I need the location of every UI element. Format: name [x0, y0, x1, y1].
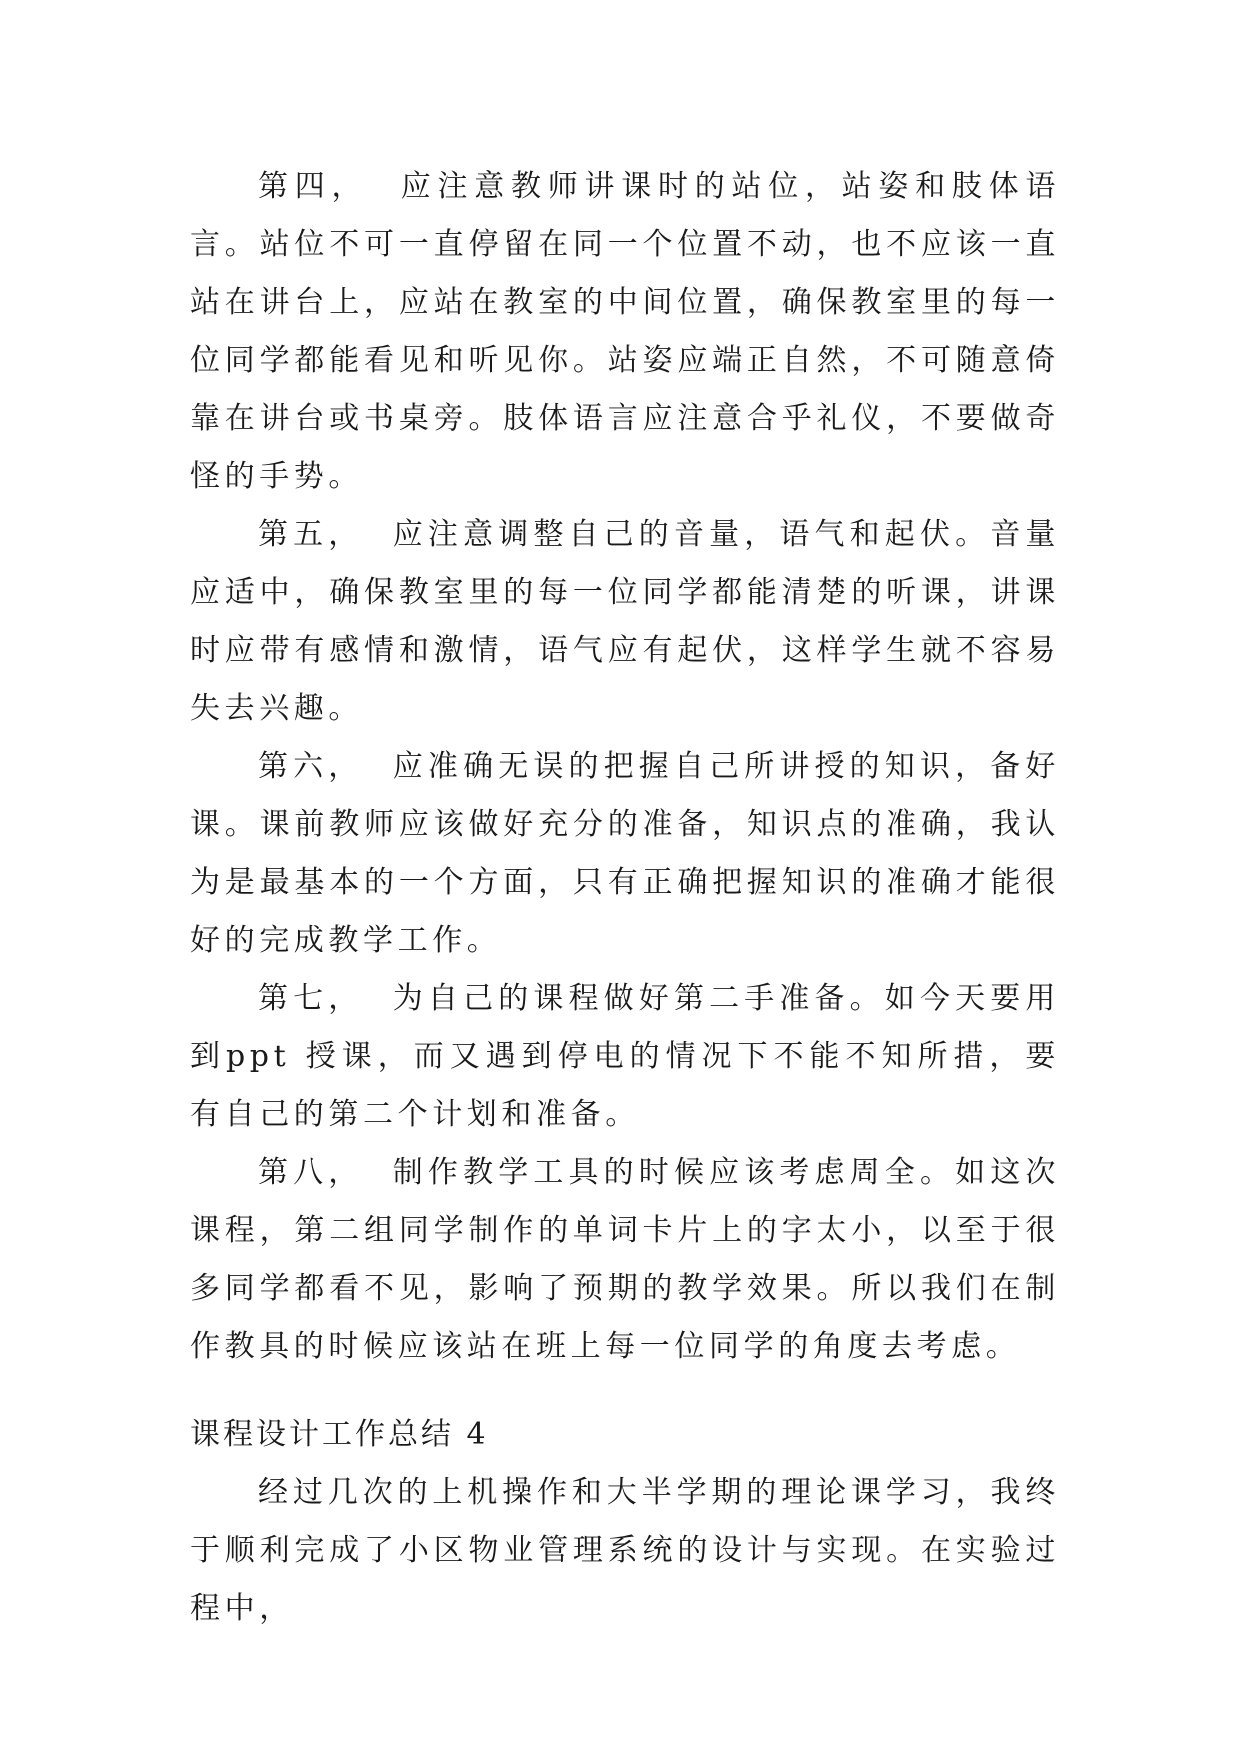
section-title: 课程设计工作总结 4	[190, 1417, 489, 1452]
paragraph-point-eight: 第八， 制作教学工具的时候应该考虑周全。如这次课程，第二组同学制作的单词卡片上的字太小，以至于很多同学都看不见，影响了预期的教学效果。所以我们在制作教具的时候应该站在班上每一位同学的角度去考虑。	[190, 1155, 1060, 1364]
paragraph-point-six: 第六， 应准确无误的把握自己所讲授的知识，备好课。课前教师应该做好充分的准备，知识点的准确，我认为是最基本的一个方面，只有正确把握知识的准确才能很好的完成教学工作。	[190, 749, 1060, 958]
section-paragraph: 经过几次的上机操作和大半学期的理论课学习，我终于顺利完成了小区物业管理系统的设计与实现。在实验过程中，	[190, 1475, 1060, 1626]
paragraph-point-five: 第五， 应注意调整自己的音量，语气和起伏。音量应适中，确保教室里的每一位同学都能清楚的听课，讲课时应带有感情和激情，语气应有起伏，这样学生就不容易失去兴趣。	[190, 517, 1060, 726]
document-body	[190, 158, 1060, 1638]
paragraph-point-seven: 第七， 为自己的课程做好第二手准备。如今天要用到ppt 授课，而又遇到停电的情况下不能不知所措，要有自己的第二个计划和准备。	[190, 981, 1060, 1132]
paragraph-point-four: 第四， 应注意教师讲课时的站位，站姿和肢体语言。站位不可一直停留在同一个位置不动，也不应该一直站在讲台上，应站在教室的中间位置，确保教室里的每一位同学都能看见和听见你。站姿应端正自然，不可随意倚靠在讲台或书桌旁。肢体语言应注意合乎礼仪，不要做奇怪的手势。	[190, 169, 1060, 494]
